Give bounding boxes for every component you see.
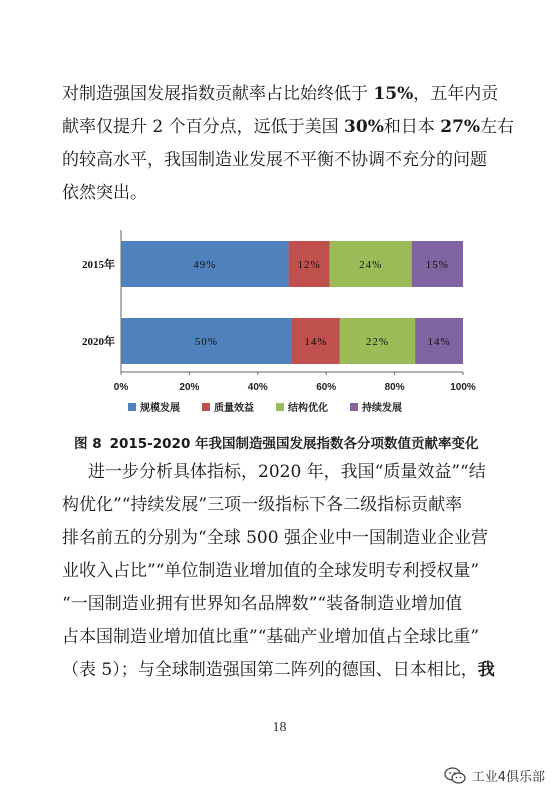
data-label: 22% — [365, 336, 390, 348]
legend-swatch — [128, 403, 136, 411]
para-line: （表 5）；与全球制造强国第二阵列的德国、日本相比，我 — [62, 660, 495, 680]
para-line: 献率仅提升 2 个百分点，远低于美国 30%和日本 27%左右 — [62, 117, 515, 137]
tick-label: 60% — [316, 382, 337, 393]
category-label: 2020年 — [82, 336, 115, 348]
data-label: 14% — [304, 336, 328, 348]
para-line: 对制造强国发展指数贡献率占比始终低于 15%，五年内贡 — [62, 84, 499, 104]
data-label: 24% — [359, 259, 383, 271]
data-label: 15% — [425, 259, 449, 271]
figure-caption — [74, 432, 504, 452]
chart-svg — [50, 222, 520, 427]
data-label: 49% — [193, 259, 217, 271]
para-line: 依然突出。 — [62, 183, 147, 203]
legend-label: 结构优化 — [288, 403, 328, 414]
category-label: 2015年 — [82, 259, 115, 271]
legend-swatch — [202, 403, 210, 411]
para-line: 构优化”“持续发展”三项一级指标下各二级指标贡献率 — [62, 495, 463, 515]
data-label: 50% — [194, 336, 219, 348]
para-line: 的较高水平，我国制造业发展不平衡不协调不充分的问题 — [62, 150, 487, 170]
legend-swatch — [276, 403, 284, 411]
paragraph-bottom — [62, 456, 502, 687]
wechat-icon — [444, 767, 466, 785]
watermark — [444, 766, 545, 785]
para-line: 排名前五的分别为“全球 500 强企业中一国制造业企业营 — [62, 528, 488, 548]
tick-label: 40% — [247, 382, 268, 393]
tick-label: 20% — [179, 382, 200, 393]
tick-label: 0% — [113, 382, 129, 393]
para-line: 业收入占比”“单位制造业增加值的全球发明专利授权量” — [62, 561, 480, 581]
paragraph-top — [62, 78, 515, 210]
data-label: 14% — [427, 336, 451, 348]
watermark-text: 工业4俱乐部 — [471, 770, 545, 785]
para-line: 占本国制造业增加值比重”“基础产业增加值占全球比重” — [62, 627, 480, 647]
page-number: 18 — [272, 720, 287, 735]
legend-label: 规模发展 — [140, 403, 180, 414]
figure-title: 2015-2020 年我国制造强国发展指数各分项数值贡献率变化 — [109, 436, 479, 452]
para-line: “一国制造业拥有世界知名品牌数”“装备制造业增加值 — [62, 594, 463, 614]
tick-label: 80% — [384, 382, 405, 393]
tick-label: 100% — [450, 382, 476, 393]
legend-label: 持续发展 — [362, 403, 402, 414]
para-line: 进一步分析具体指标，2020 年，我国“质量效益”“结 — [88, 462, 486, 482]
figure-number: 图 8 — [74, 436, 102, 452]
legend-swatch — [350, 403, 358, 411]
stacked-bar-chart — [50, 222, 520, 427]
data-label: 12% — [297, 259, 321, 271]
legend-label: 质量效益 — [214, 403, 254, 414]
